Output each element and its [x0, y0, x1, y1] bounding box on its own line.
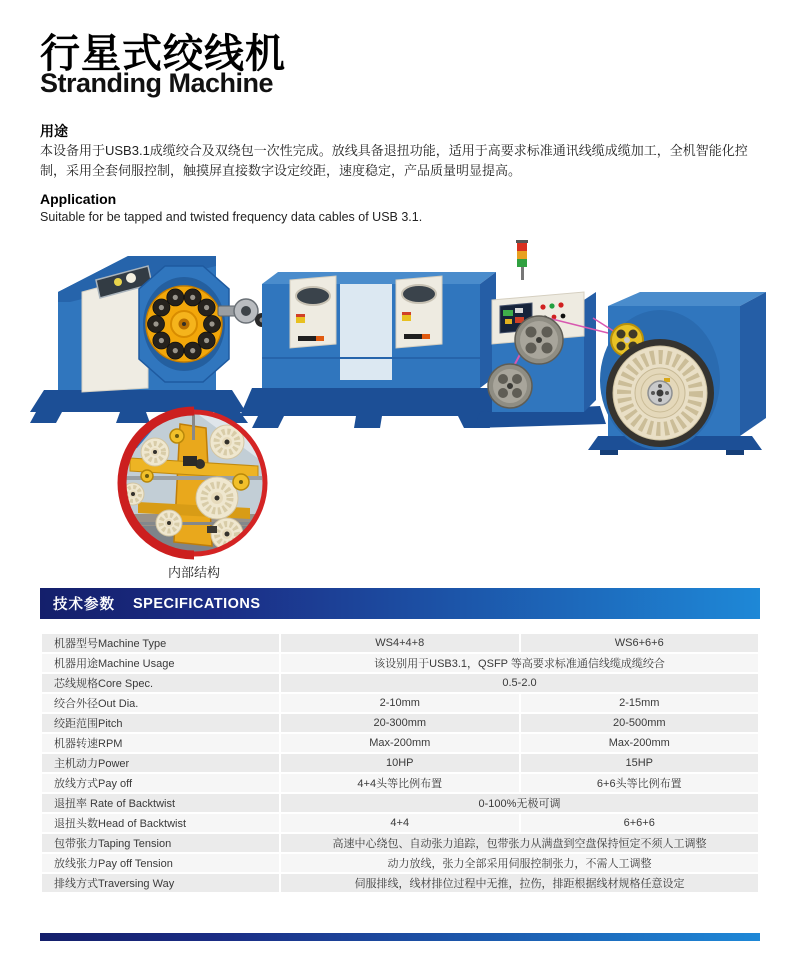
specs-table: [40, 632, 760, 894]
spec-value-span: 0.5-2.0: [281, 674, 758, 692]
spec-row: [42, 634, 758, 652]
usage-text: 本设备用于USB3.1成缆绞合及双绕包一次性完成。放线具备退扭功能，适用于高要求标准通讯线缆成缆加工，全机智能化控制，采用全套伺服控制，触摸屏直接数字设定绞距，速度稳定，产品质量明显提高。: [40, 143, 748, 178]
spec-row: [42, 874, 758, 892]
spec-value-span: 该设别用于USB3.1，QSFP 等高要求标准通信线缆成缆绞合: [281, 654, 758, 672]
spec-value: 4+4头等比例布置: [281, 774, 519, 792]
spec-row: [42, 674, 758, 692]
spec-label: 放线方式Pay off: [42, 774, 279, 792]
spec-value: 15HP: [521, 754, 759, 772]
spec-row: [42, 654, 758, 672]
spec-value: Max-200mm: [521, 734, 759, 752]
signal-tower-icon: [516, 240, 528, 267]
spec-label: 机器型号Machine Type: [42, 634, 279, 652]
spec-value-span: 伺服排线，线材排位过程中无推，拉伤，排距根据线材规格任意设定: [281, 874, 758, 892]
spec-value: 6+6+6: [521, 814, 759, 832]
spec-value: Max-200mm: [281, 734, 519, 752]
spec-value-span: 高速中心绕包、自动张力追踪，包带张力从满盘到空盘保持恒定不须人工调整: [281, 834, 758, 852]
spec-value: 20-500mm: [521, 714, 759, 732]
spec-value: WS4+4+8: [281, 634, 519, 652]
usage-heading: 用途: [40, 123, 68, 139]
spec-value-span: 动力放线，张力全部采用伺服控制张力，不需人工调整: [281, 854, 758, 872]
application-heading: Application: [40, 191, 117, 207]
spec-value: 20-300mm: [281, 714, 519, 732]
spec-label: 绞合外径Out Dia.: [42, 694, 279, 712]
specs-table-body: [42, 634, 758, 892]
specs-title-zh: 技术参数: [53, 597, 115, 613]
spec-label: 机器转速RPM: [42, 734, 279, 752]
spec-row: [42, 694, 758, 712]
spec-value-span: 0-100%无极可调: [281, 794, 758, 812]
spec-label: 芯线规格Core Spec.: [42, 674, 279, 692]
specifications-header-bar: [40, 588, 760, 619]
pulley-sheave: [515, 316, 563, 364]
footer-rule-bar: [40, 933, 760, 941]
spec-row: [42, 774, 758, 792]
spec-value: 4+4: [281, 814, 519, 832]
internal-structure-inset: [117, 406, 271, 560]
spec-label: 主机动力Power: [42, 754, 279, 772]
spec-label: 机器用途Machine Usage: [42, 654, 279, 672]
page-title: 行星式绞线机: [40, 32, 286, 76]
spec-row: [42, 714, 758, 732]
spec-row: [42, 734, 758, 752]
spec-row: [42, 854, 758, 872]
take-up-machine: [588, 292, 766, 455]
spec-value: 6+6头等比例布置: [521, 774, 759, 792]
cabinet-door: [396, 276, 442, 348]
spec-value: WS6+6+6: [521, 634, 759, 652]
spec-label: 退扭率 Rate of Backtwist: [42, 794, 279, 812]
spec-row: [42, 794, 758, 812]
page-subtitle: Stranding Machine: [40, 68, 274, 98]
specs-title-en: SPECIFICATIONS: [133, 595, 261, 612]
spec-row: [42, 834, 758, 852]
pulley-sheave: [488, 364, 532, 408]
twisting-cabinets: [240, 272, 504, 428]
spec-label: 包带张力Taping Tension: [42, 834, 279, 852]
cabinet-door: [290, 276, 336, 348]
spec-label: 绞距范围Pitch: [42, 714, 279, 732]
spec-value: 2-15mm: [521, 694, 759, 712]
spec-value: 10HP: [281, 754, 519, 772]
spec-label: 退扭头数Head of Backtwist: [42, 814, 279, 832]
control-console: [474, 240, 612, 428]
spec-label: 放线张力Pay off Tension: [42, 854, 279, 872]
spec-label: 排线方式Traversing Way: [42, 874, 279, 892]
inset-caption: 内部结构: [167, 565, 220, 580]
application-text: Suitable for be tapped and twisted frequency data cables of USB 3.1.: [40, 210, 423, 224]
spec-value: 2-10mm: [281, 694, 519, 712]
spec-row: [42, 754, 758, 772]
take-up-spool: [606, 339, 714, 447]
spec-row: [42, 814, 758, 832]
pay-off-machine: [30, 256, 269, 423]
